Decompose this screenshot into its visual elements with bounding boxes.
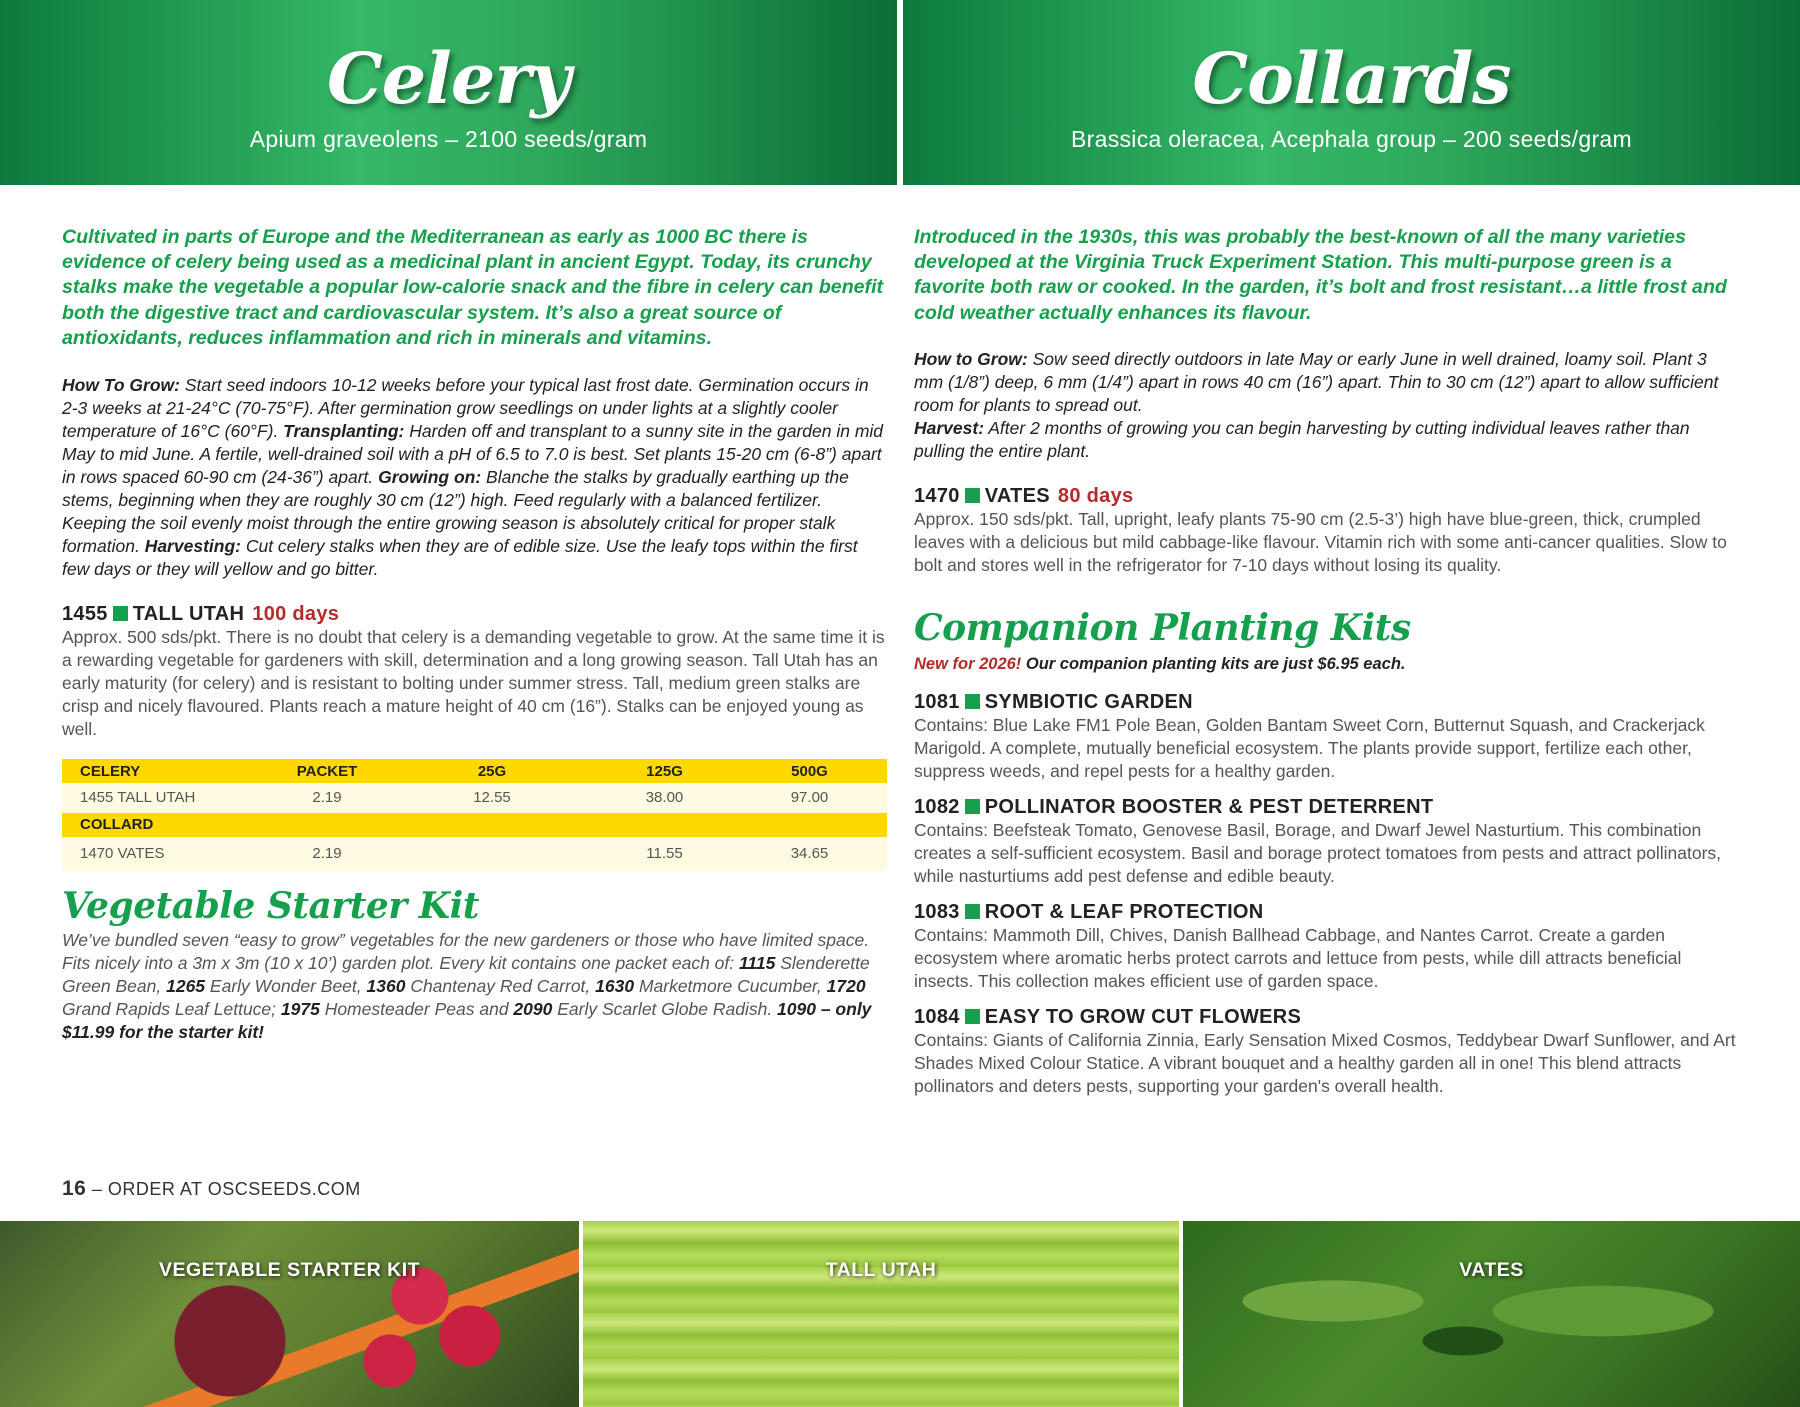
collards-how-to-grow bbox=[914, 348, 1739, 417]
list-item bbox=[914, 900, 1739, 993]
list-item bbox=[914, 690, 1739, 783]
kit-item-name: Early Wonder Beet, bbox=[205, 975, 367, 996]
photo-caption: TALL UTAH bbox=[825, 1259, 937, 1281]
starter-kit-title: Vegetable Starter Kit bbox=[62, 884, 479, 927]
harvest-label: Harvest: bbox=[914, 417, 985, 438]
celery-intro: Cultivated in parts of Europe and the Mediterranean as early as 1000 BC there is evidence of celery being used as a medicinal plant in ancient Egypt. Today, its crunchy stalks make the vegetable a popular low-calorie snack and the fibre in celery can benefit both the digestive tract and cardiovascular system. It’s also a great source of antioxidants, reduces inflammation and rich in minerals and vitamins. bbox=[62, 226, 884, 349]
collards-column bbox=[914, 225, 1739, 1098]
tall-utah-photo bbox=[583, 1221, 1179, 1407]
table-cell: 1470 VATES bbox=[80, 845, 165, 863]
table-header-cell: 25G bbox=[387, 759, 597, 783]
table-header-row bbox=[62, 813, 887, 837]
vegetable-starter-kit-photo bbox=[0, 1221, 579, 1407]
table-header-row bbox=[62, 759, 887, 783]
table-row bbox=[62, 783, 887, 813]
photo-caption: VATES bbox=[1459, 1259, 1524, 1281]
kit-item-name: Slenderette Green Bean, bbox=[62, 952, 870, 996]
celery-how-to-grow bbox=[62, 374, 887, 581]
growing-on-text: Blanche the stalks by gradually earthing up the stems, beginning when they are roughly 30 cm (12”) high. Feed regularly with a balanced fertilizer. Keeping the soil evenly moist through the entire growing season is absolutely critical for proper stalk formation. bbox=[62, 467, 849, 557]
starter-kit-text bbox=[62, 929, 887, 1044]
how-to-grow-label: How To Grow: bbox=[62, 375, 180, 396]
table-header-cell: CELERY bbox=[62, 759, 267, 783]
green-square-icon bbox=[965, 488, 980, 503]
companion-kit-list bbox=[914, 690, 1739, 1098]
kit-item-name: Grand Rapids Leaf Lettuce; bbox=[62, 998, 281, 1019]
new-text: Our companion planting kits are just $6.95 each. bbox=[1021, 654, 1406, 673]
collards-subtitle: Brassica oleracea, Acephala group – 200 seeds/gram bbox=[1071, 126, 1632, 152]
how-to-grow-text: Start seed indoors 10-12 weeks before your typical last frost date. Germination occurs in 2-3 weeks at 21-24°C (70-75°F). After germination grow seedlings on under lights at a slightly cooler temperature of 16°C (60°F). bbox=[62, 375, 869, 442]
kit-number: 1084 bbox=[914, 1005, 960, 1028]
new-label: New for 2026! bbox=[914, 654, 1022, 673]
kit-item-number: 1360 bbox=[366, 975, 406, 996]
kit-number: 1082 bbox=[914, 795, 960, 818]
green-square-icon bbox=[113, 606, 128, 621]
variety-number: 1455 bbox=[62, 603, 108, 626]
variety-heading-tall-utah bbox=[62, 602, 887, 626]
kit-heading bbox=[914, 795, 1739, 819]
harvest-text: After 2 months of growing you can begin harvesting by cutting individual leaves rather than pulling the entire plant. bbox=[914, 417, 1690, 461]
celery-subtitle: Apium graveolens – 2100 seeds/gram bbox=[249, 126, 648, 152]
kit-name: EASY TO GROW CUT FLOWERS bbox=[984, 1005, 1302, 1028]
kit-number: 1083 bbox=[914, 900, 960, 923]
kit-name: ROOT & LEAF PROTECTION bbox=[984, 900, 1264, 923]
kit-name: POLLINATOR BOOSTER & PEST DETERRENT bbox=[984, 795, 1434, 818]
table-header-cell: 125G bbox=[597, 759, 732, 783]
kit-item-name: Homesteader Peas and bbox=[319, 998, 514, 1019]
collards-intro: Introduced in the 1930s, this was probably the best-known of all the many varieties developed at the Virginia Truck Experiment Station. This multi-purpose green is a favorite both raw or cooked. In the garden, it’s bolt and frost resistant…a little frost and cold weather actually enhances its flavour. bbox=[914, 226, 1727, 324]
page-footer bbox=[62, 1177, 361, 1201]
kit-item-name: Chantenay Red Carrot, bbox=[405, 975, 596, 996]
variety-heading-vates bbox=[914, 484, 1739, 508]
table-cell bbox=[387, 837, 597, 871]
table-cell: 34.65 bbox=[790, 845, 829, 863]
celery-column bbox=[62, 225, 887, 1044]
photo-caption: VEGETABLE STARTER KIT bbox=[158, 1259, 421, 1281]
vates-photo bbox=[1183, 1221, 1800, 1407]
celery-title: Celery bbox=[327, 37, 570, 120]
table-header-cell: 500G bbox=[732, 759, 887, 783]
variety-days: 80 days bbox=[1057, 484, 1134, 507]
kit-description: Contains: Blue Lake FM1 Pole Bean, Golden Bantam Sweet Corn, Butternut Squash, and Crackerjack Marigold. A complete, mutually beneficial ecosystem. The plants provide support, fertilize each other, suppress weeds, and repel pests for a healthy garden. bbox=[914, 714, 1705, 781]
kit-text-span: We’ve bundled seven “easy to grow” vegetables for the new gardeners or those who have limited space. Fits nicely into a 3m x 3m (10 x 10’) garden plot. Every kit contains one packet each of: bbox=[62, 929, 870, 973]
growing-on-label: Growing on: bbox=[378, 467, 482, 488]
table-row bbox=[62, 837, 887, 871]
table-cell: 38.00 bbox=[645, 789, 684, 807]
table-header-cell: PACKET bbox=[267, 759, 387, 783]
price-table bbox=[62, 759, 887, 871]
companion-title: Companion Planting Kits bbox=[914, 606, 1411, 649]
kit-item-name: Early Scarlet Globe Radish. bbox=[552, 998, 778, 1019]
kit-number: 1081 bbox=[914, 690, 960, 713]
green-square-icon bbox=[965, 1009, 980, 1024]
kit-heading bbox=[914, 690, 1739, 714]
variety-description: Approx. 500 sds/pkt. There is no doubt that celery is a demanding vegetable to grow. At the same time it is a rewarding vegetable for gardeners with skill, determination and a long growing season. Tall Utah has an early maturity (for celery) and is resistant to bolting under summer stress. Tall, medium green stalks are crisp and nicely flavoured. Plants reach a mature height of 40 cm (16”). Stalks can be enjoyed young as well. bbox=[62, 627, 885, 740]
table-cell: 2.19 bbox=[312, 789, 342, 807]
green-square-icon bbox=[965, 904, 980, 919]
transplanting-label: Transplanting: bbox=[283, 421, 405, 442]
kit-item-number: 1630 bbox=[595, 975, 635, 996]
kit-item-number: 1115 bbox=[739, 952, 776, 973]
kit-name: SYMBIOTIC GARDEN bbox=[984, 690, 1193, 713]
order-link-text: – ORDER AT OSCSEEDS.COM bbox=[86, 1179, 361, 1199]
companion-new-line bbox=[914, 655, 1739, 674]
variety-name: VATES bbox=[984, 484, 1050, 507]
kit-heading bbox=[914, 1005, 1739, 1029]
table-header-cell: COLLARD bbox=[62, 813, 887, 837]
list-item bbox=[914, 1005, 1739, 1098]
harvesting-text: Cut celery stalks when they are of edible size. Use the leafy tops within the first few days or they will yellow and go bitter. bbox=[62, 536, 858, 580]
variety-name: TALL UTAH bbox=[132, 603, 245, 626]
celery-header bbox=[0, 0, 897, 185]
kit-item-name: Marketmore Cucumber, bbox=[634, 975, 827, 996]
page-number: 16 bbox=[62, 1177, 87, 1200]
collards-header bbox=[903, 0, 1800, 185]
table-cell: 97.00 bbox=[790, 789, 829, 807]
kit-item-number: 1265 bbox=[166, 975, 206, 996]
kit-item-number: 2090 bbox=[513, 998, 553, 1019]
kit-description: Contains: Beefsteak Tomato, Genovese Basil, Borage, and Dwarf Jewel Nasturtium. This combination creates a self-sufficient ecosystem. Basil and borage protect tomatoes from pests and attract pollinators, while nasturtiums add pest defense and edible beauty. bbox=[914, 819, 1722, 886]
green-square-icon bbox=[965, 799, 980, 814]
transplanting-text: Harden off and transplant to a sunny site in the garden in mid May to mid June. A fertile, well-drained soil with a pH of 6.5 to 7.0 is best. Set plants 15-20 cm (6-8”) apart in rows spaced 60-90 cm (24-36”) apart. bbox=[62, 421, 884, 488]
harvesting-label: Harvesting: bbox=[144, 536, 241, 557]
kit-description: Contains: Mammoth Dill, Chives, Danish Ballhead Cabbage, and Nantes Carrot. Create a garden ecosystem where aromatic herbs protect carrots and lettuce from pests, while dill attracts beneficial insects. This collection makes efficient use of garden space. bbox=[914, 924, 1682, 991]
kit-description: Contains: Giants of California Zinnia, Early Sensation Mixed Cosmos, Teddybear Dwarf Sunflower, and Art Shades Mixed Colour Statice. A vibrant bouquet and a healthy garden all in one! This blend attracts pollinators and deters pests, supporting your garden's overall health. bbox=[914, 1029, 1736, 1096]
collards-harvest bbox=[914, 417, 1739, 463]
kit-item-number: 1975 bbox=[280, 998, 320, 1019]
table-cell: 2.19 bbox=[312, 845, 342, 863]
variety-number: 1470 bbox=[914, 484, 960, 507]
collards-title: Collards bbox=[1192, 37, 1511, 120]
table-cell: 11.55 bbox=[646, 845, 683, 863]
table-cell: 1455 TALL UTAH bbox=[80, 789, 196, 807]
kit-item-number: 1720 bbox=[826, 975, 866, 996]
kit-heading bbox=[914, 900, 1739, 924]
how-to-grow-label: How to Grow: bbox=[914, 348, 1028, 369]
table-cell: 12.55 bbox=[473, 789, 511, 807]
how-to-grow-text: Sow seed directly outdoors in late May or early June in well drained, loamy soil. Plant 3 mm (1/8”) deep, 6 mm (1/4”) apart in rows 40 cm (16”) apart. Thin to 30 cm (12”) apart to allow sufficient room for plants to spread out. bbox=[914, 348, 1719, 415]
kit-offer: 1090 – only $11.99 for the starter kit! bbox=[62, 998, 872, 1042]
variety-description: Approx. 150 sds/pkt. Tall, upright, leafy plants 75-90 cm (2.5-3’) high have blue-green, thick, crumpled leaves with a delicious but mild cabbage-like flavour. Vitamin rich with some anti-cancer qualities. Slow to bolt and stores well in the refrigerator for 7-10 days without losing its quality. bbox=[914, 508, 1727, 575]
variety-days: 100 days bbox=[252, 603, 340, 626]
green-square-icon bbox=[965, 694, 980, 709]
list-item bbox=[914, 795, 1739, 888]
